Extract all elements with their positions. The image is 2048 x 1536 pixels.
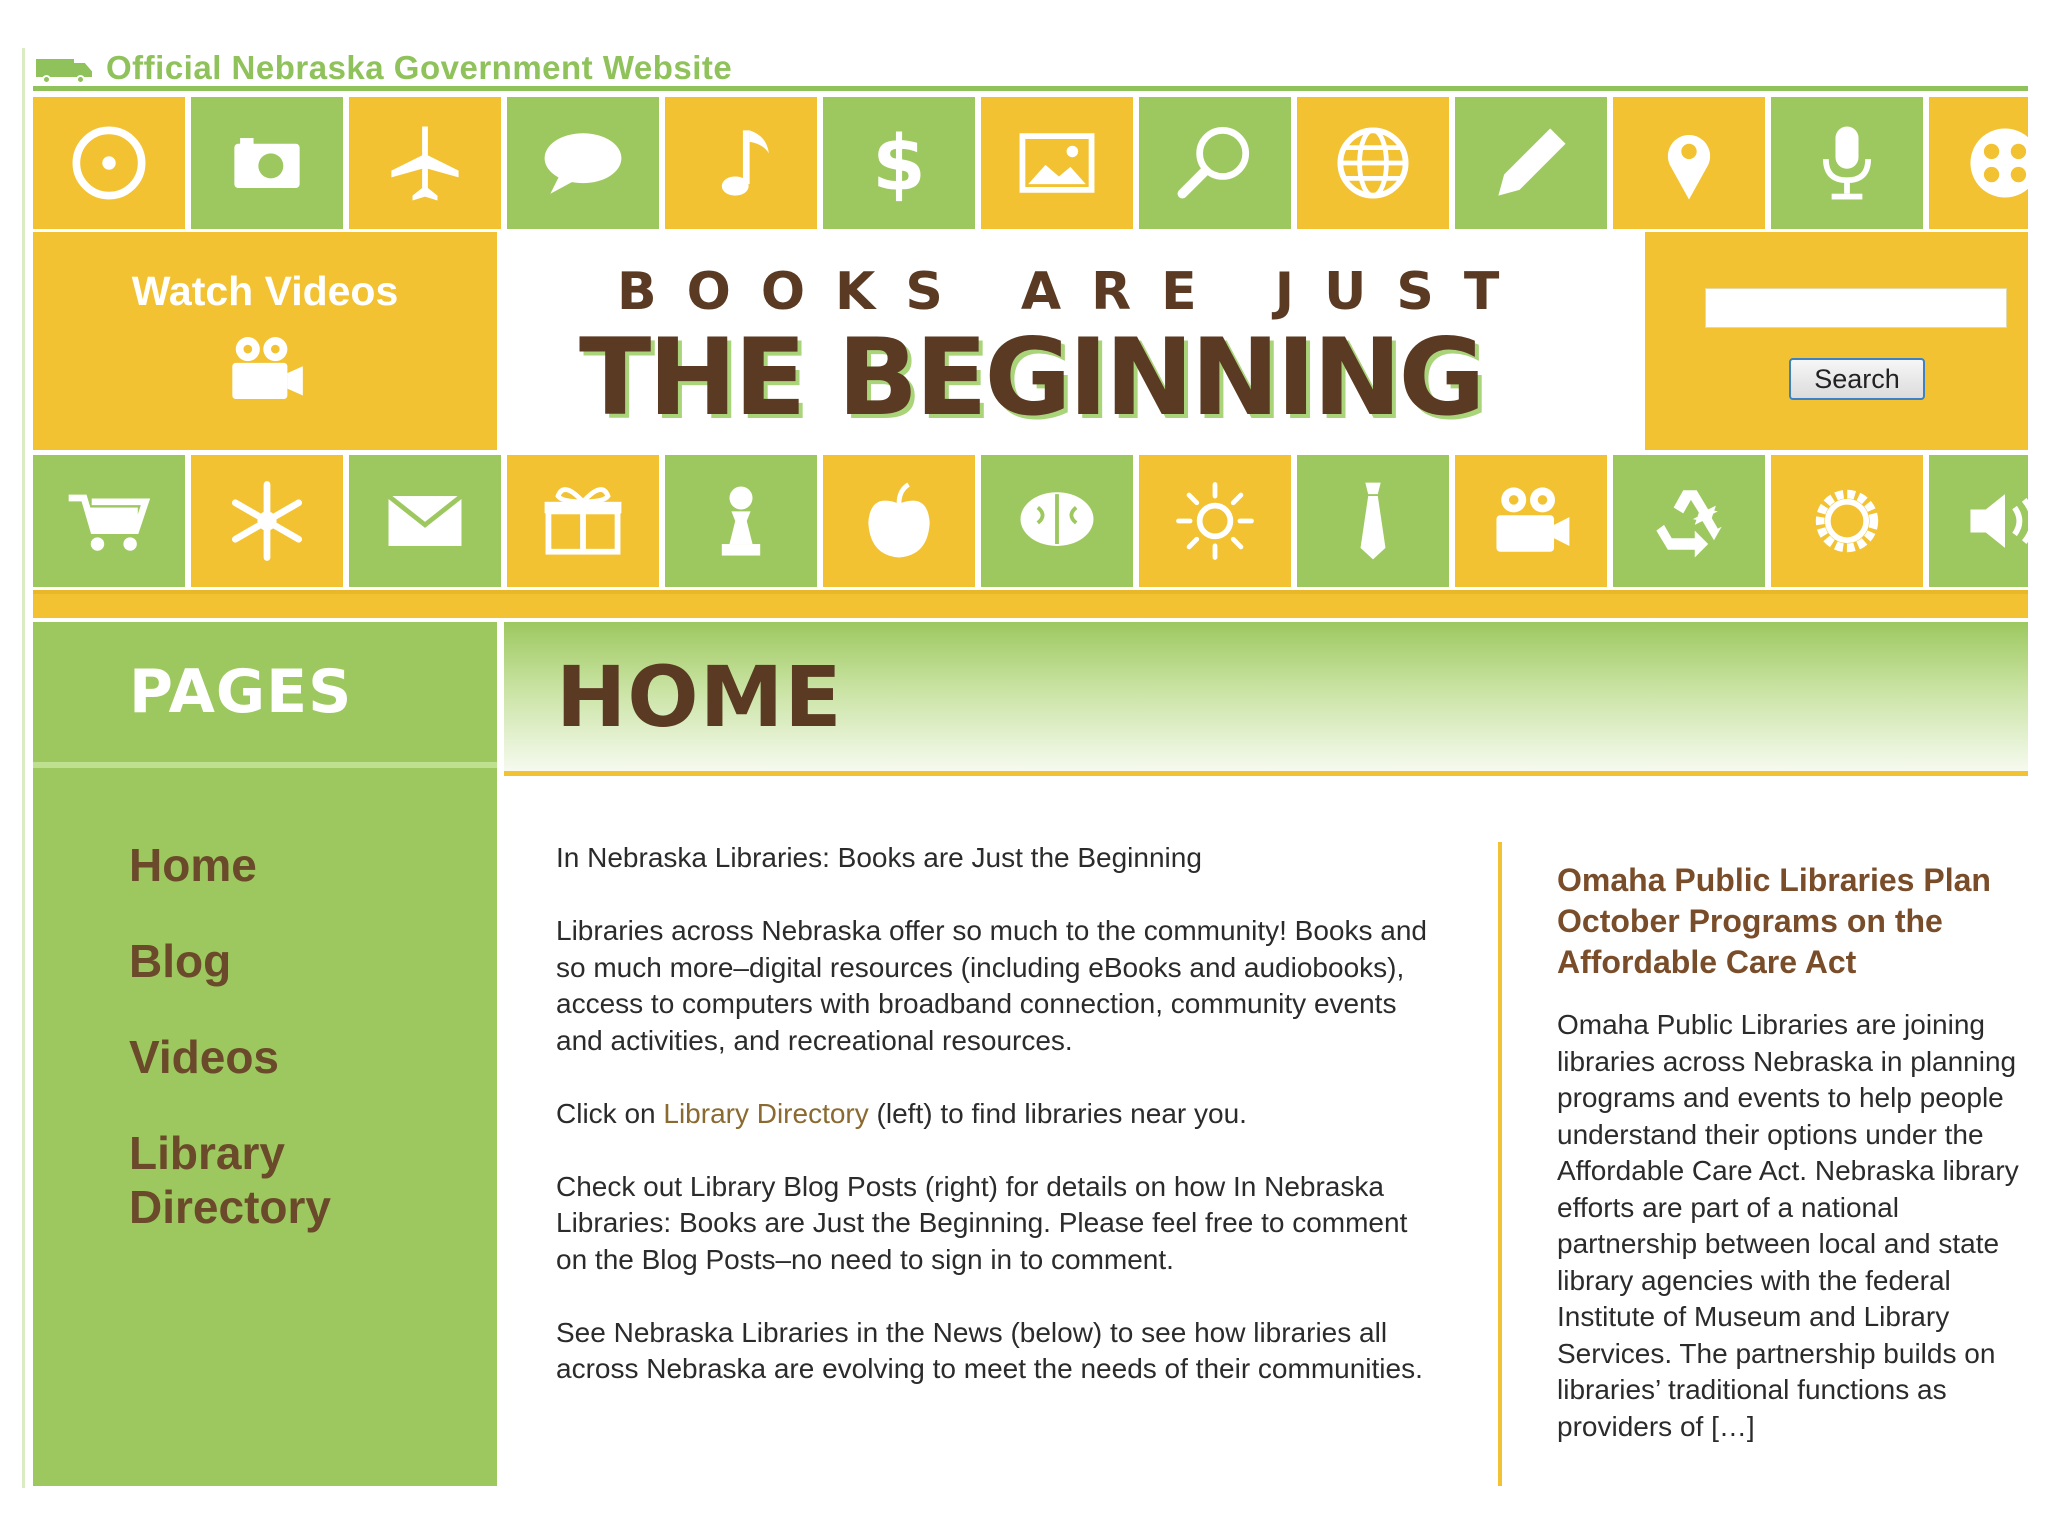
brain-icon (981, 455, 1133, 587)
svg-text:$: $ (872, 119, 926, 209)
video-camera-icon (1455, 455, 1607, 587)
snowflake-icon (191, 455, 343, 587)
directory-text-before: Click on (556, 1097, 664, 1129)
recycle-icon (1613, 455, 1765, 587)
news-paragraph: See Nebraska Libraries in the News (below) to see how libraries all across Nebraska are evolving to meet the needs of their communities. (556, 1316, 1423, 1384)
dollar-icon (823, 97, 975, 229)
header-stripe (33, 590, 2028, 618)
microphone-icon (1771, 97, 1923, 229)
envelope-icon (349, 455, 501, 587)
column-divider (1498, 842, 1502, 1486)
speaker-icon (1929, 455, 2028, 587)
watch-videos-link[interactable] (33, 232, 497, 450)
watch-videos-label: Watch Videos (131, 268, 399, 314)
sidebar-item-library-directory[interactable]: Library Directory (129, 1127, 331, 1233)
page-title-bar (504, 622, 2028, 776)
bottom-icon-row (33, 455, 2028, 587)
gift-icon (507, 455, 659, 587)
sidebar-item-home[interactable]: Home (129, 839, 257, 891)
blog-post-excerpt: Omaha Public Libraries are joining libraries across Nebraska in planning programs and events to help people understand their options under the Affordable Care Act. Nebraska library efforts are part of a national partnership between local and state library agencies with the federal Institute of Museum and Library Services. The partnership builds on libraries’ traditional functions as providers of […] (1557, 1009, 2019, 1442)
sidebar-nav (33, 768, 497, 1234)
chess-pawn-icon (665, 455, 817, 587)
directory-text-after: (left) to find libraries near you. (868, 1097, 1247, 1129)
airplane-icon (349, 97, 501, 229)
intro-paragraph: In Nebraska Libraries: Books are Just the Beginning (556, 842, 1202, 873)
globe-icon (1297, 97, 1449, 229)
video-camera-icon (222, 333, 308, 403)
necktie-icon (1297, 455, 1449, 587)
sidebar-item-blog[interactable]: Blog (129, 935, 232, 987)
directory-paragraph (556, 1096, 1446, 1133)
site-logo[interactable] (497, 232, 1645, 450)
sun-icon (1139, 455, 1291, 587)
target-icon (33, 97, 185, 229)
film-reel-icon (1929, 97, 2028, 229)
main-content (556, 840, 1446, 1424)
sidebar-heading-label: PAGES (129, 657, 353, 727)
pencil-icon (1455, 97, 1607, 229)
music-note-icon (665, 97, 817, 229)
search-button[interactable]: Search (1789, 358, 1925, 400)
libraries-paragraph: Libraries across Nebraska offer so much to the community! Books and so much more–digital resources (including eBooks and audiobooks), access to computers with broadband connection, community events and activities, and recreational resources. (556, 915, 1427, 1056)
library-directory-link[interactable]: Library Directory (663, 1097, 869, 1129)
logo-tagline-main: THE BEGINNING (579, 316, 1483, 439)
header-band (33, 232, 2028, 450)
map-pin-icon (1613, 97, 1765, 229)
gear-icon (1771, 455, 1923, 587)
left-rule (22, 48, 25, 1488)
sidebar-item-videos[interactable]: Videos (129, 1031, 279, 1083)
logo-tagline-top: BOOKS ARE JUST (617, 262, 1530, 322)
top-rule (33, 86, 2028, 91)
apple-icon (823, 455, 975, 587)
picture-icon (981, 97, 1133, 229)
search-input[interactable] (1705, 288, 2007, 328)
page-title: HOME (556, 648, 843, 746)
blog-post-teaser (1557, 860, 2027, 1445)
truck-icon (36, 53, 96, 83)
official-label: Official Nebraska Government Website (106, 49, 733, 86)
search-area (1645, 232, 2028, 450)
camera-icon (191, 97, 343, 229)
sidebar-heading (33, 622, 497, 768)
magnifier-icon (1139, 97, 1291, 229)
official-banner[interactable] (36, 48, 732, 88)
cart-icon (33, 455, 185, 587)
blog-post-title[interactable]: Omaha Public Libraries Plan October Programs on the Affordable Care Act (1557, 862, 1991, 980)
top-icon-row (33, 97, 2028, 229)
blog-paragraph: Check out Library Blog Posts (right) for details on how In Nebraska Libraries: Books are Just the Beginning. Please feel free to comment on the Blog Posts–no need to sign in to comment. (556, 1170, 1408, 1275)
sidebar (33, 622, 497, 1486)
speech-bubble-icon (507, 97, 659, 229)
